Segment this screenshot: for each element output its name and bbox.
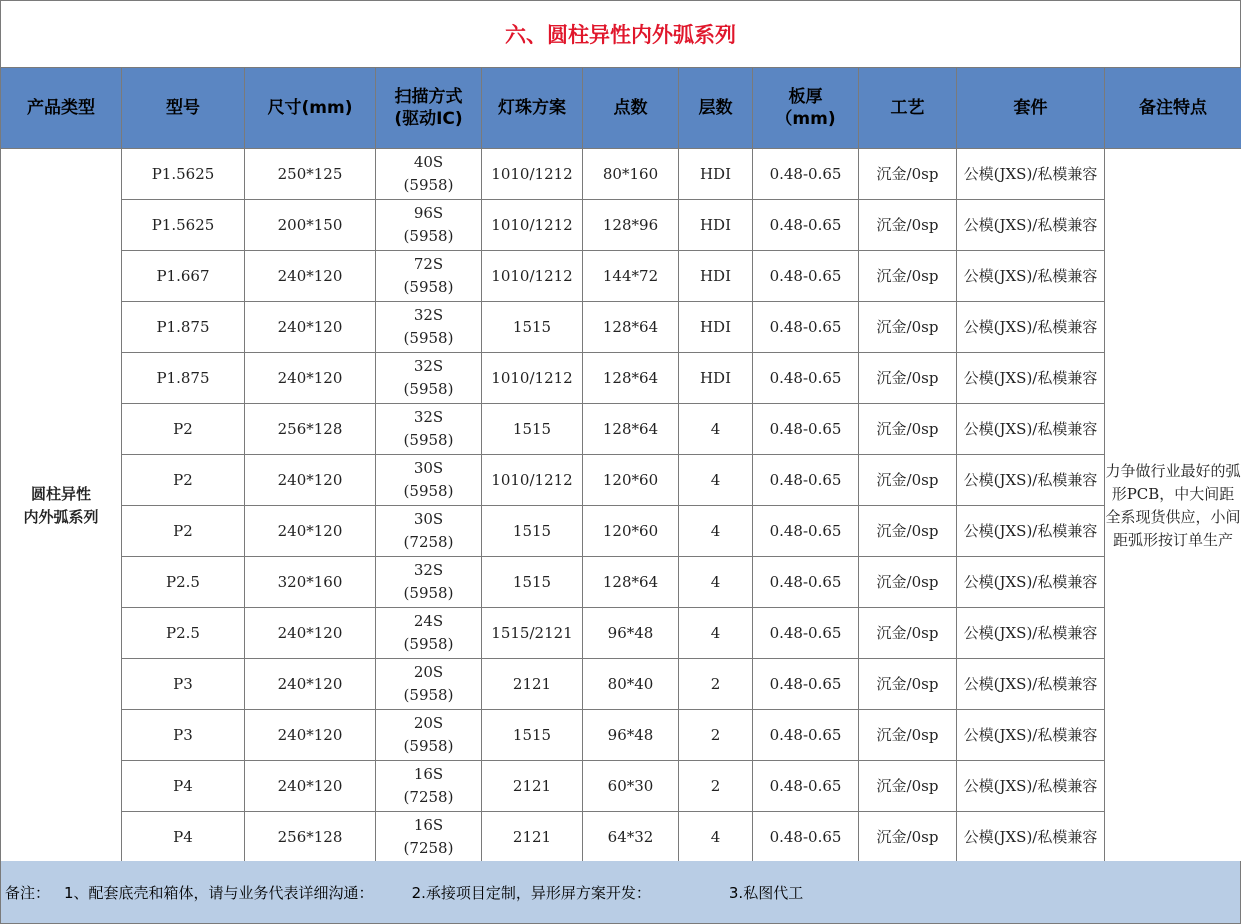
dots-cell: 128*96 — [583, 200, 679, 251]
layers-cell: 4 — [679, 455, 753, 506]
model-cell: P4 — [122, 812, 245, 863]
column-header — [376, 68, 482, 149]
thickness-cell: 0.48-0.65 — [753, 506, 859, 557]
kit-cell: 公模(JXS)/私模兼容 — [957, 557, 1105, 608]
column-header-label: 尺寸(mm) — [267, 98, 353, 118]
driver-ic: (7258) — [403, 839, 454, 857]
size-cell: 240*120 — [245, 761, 376, 812]
dots-cell: 80*160 — [583, 149, 679, 200]
model-cell: P1.667 — [122, 251, 245, 302]
kit-cell: 公模(JXS)/私模兼容 — [957, 455, 1105, 506]
column-header — [1105, 68, 1241, 149]
layers-cell: 4 — [679, 506, 753, 557]
column-header-label: 点数 — [613, 98, 648, 118]
dots-cell: 128*64 — [583, 404, 679, 455]
model-cell: P2 — [122, 506, 245, 557]
thickness-cell: 0.48-0.65 — [753, 149, 859, 200]
thickness-cell: 0.48-0.65 — [753, 557, 859, 608]
dots-cell: 96*48 — [583, 710, 679, 761]
table-row — [1, 353, 1241, 404]
thickness-cell: 0.48-0.65 — [753, 404, 859, 455]
column-header-label: 层数 — [698, 98, 733, 118]
size-cell: 240*120 — [245, 608, 376, 659]
sheet-title: 六、圆柱异性内外弧系列 — [0, 0, 1241, 68]
model-cell: P1.5625 — [122, 200, 245, 251]
craft-cell: 沉金/0sp — [859, 659, 957, 710]
dots-cell: 96*48 — [583, 608, 679, 659]
scan-mode: 72S — [413, 255, 444, 273]
scan-mode: 16S — [413, 765, 444, 783]
remarks-cell: 力争做行业最好的弧形PCB，中大间距全系现货供应，小间距弧形按订单生产 — [1105, 149, 1241, 863]
layers-cell: 2 — [679, 761, 753, 812]
scan-cell — [376, 608, 482, 659]
model-cell: P1.875 — [122, 353, 245, 404]
scan-cell — [376, 200, 482, 251]
column-header — [679, 68, 753, 149]
model-cell: P2 — [122, 404, 245, 455]
column-header-label: 产品类型 — [27, 98, 95, 118]
table-row — [1, 200, 1241, 251]
craft-cell: 沉金/0sp — [859, 608, 957, 659]
table-row — [1, 710, 1241, 761]
dots-cell: 60*30 — [583, 761, 679, 812]
scan-mode: 20S — [413, 663, 444, 681]
scan-cell — [376, 761, 482, 812]
layers-cell: HDI — [679, 353, 753, 404]
led-cell: 1010/1212 — [482, 149, 583, 200]
model-cell: P2.5 — [122, 557, 245, 608]
column-header — [122, 68, 245, 149]
scan-mode: 32S — [413, 357, 444, 375]
driver-ic: (5958) — [403, 329, 454, 347]
size-cell: 256*128 — [245, 812, 376, 863]
craft-cell: 沉金/0sp — [859, 710, 957, 761]
size-cell: 240*120 — [245, 455, 376, 506]
led-cell: 1010/1212 — [482, 353, 583, 404]
size-cell: 240*120 — [245, 710, 376, 761]
thickness-cell: 0.48-0.65 — [753, 302, 859, 353]
model-cell: P2 — [122, 455, 245, 506]
column-header-label: 扫描方式 — [394, 87, 463, 107]
led-cell: 2121 — [482, 812, 583, 863]
layers-cell: HDI — [679, 149, 753, 200]
kit-cell: 公模(JXS)/私模兼容 — [957, 659, 1105, 710]
size-cell: 240*120 — [245, 302, 376, 353]
table-row — [1, 761, 1241, 812]
table-row — [1, 251, 1241, 302]
scan-cell — [376, 353, 482, 404]
led-cell: 1515 — [482, 557, 583, 608]
thickness-cell: 0.48-0.65 — [753, 659, 859, 710]
column-header — [245, 68, 376, 149]
dots-cell: 64*32 — [583, 812, 679, 863]
column-header-sublabel: (驱动IC) — [394, 109, 463, 129]
size-cell: 240*120 — [245, 251, 376, 302]
driver-ic: (7258) — [403, 788, 454, 806]
header-row — [1, 68, 1241, 149]
column-header — [482, 68, 583, 149]
size-cell: 320*160 — [245, 557, 376, 608]
footer-note-1: 1、配套底壳和箱体，请与业务代表详细沟通： — [64, 883, 374, 902]
layers-cell: 4 — [679, 557, 753, 608]
table-row — [1, 302, 1241, 353]
dots-cell: 80*40 — [583, 659, 679, 710]
driver-ic: (5958) — [403, 380, 454, 398]
layers-cell: 4 — [679, 404, 753, 455]
driver-ic: (5958) — [403, 635, 454, 653]
driver-ic: (5958) — [403, 584, 454, 602]
craft-cell: 沉金/0sp — [859, 404, 957, 455]
column-header — [583, 68, 679, 149]
product-category-cell — [1, 149, 122, 863]
craft-cell: 沉金/0sp — [859, 353, 957, 404]
footer-note-2: 2.承接项目定制，异形屏方案开发： — [411, 883, 651, 902]
led-cell: 1515/2121 — [482, 608, 583, 659]
scan-mode: 96S — [413, 204, 444, 222]
thickness-cell: 0.48-0.65 — [753, 455, 859, 506]
dots-cell: 128*64 — [583, 302, 679, 353]
thickness-cell: 0.48-0.65 — [753, 608, 859, 659]
scan-cell — [376, 659, 482, 710]
led-cell: 2121 — [482, 761, 583, 812]
led-cell: 1010/1212 — [482, 455, 583, 506]
scan-mode: 32S — [413, 408, 444, 426]
scan-cell — [376, 557, 482, 608]
scan-mode: 20S — [413, 714, 444, 732]
craft-cell: 沉金/0sp — [859, 251, 957, 302]
footer-notes — [0, 861, 1241, 924]
layers-cell: HDI — [679, 251, 753, 302]
craft-cell: 沉金/0sp — [859, 302, 957, 353]
column-header — [957, 68, 1105, 149]
craft-cell: 沉金/0sp — [859, 149, 957, 200]
craft-cell: 沉金/0sp — [859, 506, 957, 557]
thickness-cell: 0.48-0.65 — [753, 812, 859, 863]
scan-cell — [376, 149, 482, 200]
thickness-cell: 0.48-0.65 — [753, 251, 859, 302]
category-line-1: 圆柱异性 — [30, 484, 91, 503]
scan-mode: 30S — [413, 459, 444, 477]
craft-cell: 沉金/0sp — [859, 812, 957, 863]
column-header — [1, 68, 122, 149]
dots-cell: 120*60 — [583, 455, 679, 506]
column-header-label: 工艺 — [890, 98, 925, 118]
spec-table — [0, 67, 1241, 863]
size-cell: 250*125 — [245, 149, 376, 200]
scan-mode: 32S — [413, 561, 444, 579]
table-body — [1, 149, 1241, 863]
column-header-label: 灯珠方案 — [498, 98, 566, 118]
scan-mode: 30S — [413, 510, 444, 528]
driver-ic: (5958) — [403, 686, 454, 704]
led-cell: 1515 — [482, 404, 583, 455]
driver-ic: (5958) — [403, 227, 454, 245]
kit-cell: 公模(JXS)/私模兼容 — [957, 710, 1105, 761]
table-row — [1, 455, 1241, 506]
scan-mode: 24S — [413, 612, 444, 630]
driver-ic: (7258) — [403, 533, 454, 551]
layers-cell: 4 — [679, 812, 753, 863]
scan-cell — [376, 812, 482, 863]
dots-cell: 128*64 — [583, 557, 679, 608]
led-cell: 1010/1212 — [482, 251, 583, 302]
kit-cell: 公模(JXS)/私模兼容 — [957, 302, 1105, 353]
footer-label: 备注： — [5, 883, 51, 902]
scan-mode: 40S — [413, 153, 444, 171]
led-cell: 1515 — [482, 302, 583, 353]
table-row — [1, 608, 1241, 659]
scan-cell — [376, 710, 482, 761]
column-header-sublabel: （mm) — [775, 109, 836, 129]
scan-cell — [376, 302, 482, 353]
dots-cell: 144*72 — [583, 251, 679, 302]
size-cell: 200*150 — [245, 200, 376, 251]
scan-cell — [376, 506, 482, 557]
driver-ic: (5958) — [403, 176, 454, 194]
driver-ic: (5958) — [403, 278, 454, 296]
scan-cell — [376, 251, 482, 302]
column-header — [859, 68, 957, 149]
kit-cell: 公模(JXS)/私模兼容 — [957, 404, 1105, 455]
dots-cell: 128*64 — [583, 353, 679, 404]
size-cell: 240*120 — [245, 659, 376, 710]
table-row — [1, 149, 1241, 200]
craft-cell: 沉金/0sp — [859, 200, 957, 251]
kit-cell: 公模(JXS)/私模兼容 — [957, 761, 1105, 812]
driver-ic: (5958) — [403, 737, 454, 755]
category-line-2: 内外弧系列 — [23, 507, 99, 526]
column-header — [753, 68, 859, 149]
thickness-cell: 0.48-0.65 — [753, 353, 859, 404]
size-cell: 256*128 — [245, 404, 376, 455]
kit-cell: 公模(JXS)/私模兼容 — [957, 251, 1105, 302]
driver-ic: (5958) — [403, 431, 454, 449]
size-cell: 240*120 — [245, 353, 376, 404]
scan-cell — [376, 455, 482, 506]
thickness-cell: 0.48-0.65 — [753, 761, 859, 812]
craft-cell: 沉金/0sp — [859, 557, 957, 608]
craft-cell: 沉金/0sp — [859, 761, 957, 812]
layers-cell: HDI — [679, 200, 753, 251]
kit-cell: 公模(JXS)/私模兼容 — [957, 353, 1105, 404]
kit-cell: 公模(JXS)/私模兼容 — [957, 608, 1105, 659]
kit-cell: 公模(JXS)/私模兼容 — [957, 200, 1105, 251]
kit-cell: 公模(JXS)/私模兼容 — [957, 812, 1105, 863]
thickness-cell: 0.48-0.65 — [753, 710, 859, 761]
model-cell: P2.5 — [122, 608, 245, 659]
scan-mode: 32S — [413, 306, 444, 324]
dots-cell: 120*60 — [583, 506, 679, 557]
layers-cell: HDI — [679, 302, 753, 353]
footer-note-3: 3.私图代工 — [728, 883, 804, 902]
model-cell: P1.5625 — [122, 149, 245, 200]
craft-cell: 沉金/0sp — [859, 455, 957, 506]
kit-cell: 公模(JXS)/私模兼容 — [957, 149, 1105, 200]
driver-ic: (5958) — [403, 482, 454, 500]
table-row — [1, 506, 1241, 557]
layers-cell: 4 — [679, 608, 753, 659]
table-row — [1, 404, 1241, 455]
model-cell: P4 — [122, 761, 245, 812]
led-cell: 1010/1212 — [482, 200, 583, 251]
led-cell: 2121 — [482, 659, 583, 710]
column-header-label: 备注特点 — [1139, 98, 1207, 118]
table-row — [1, 557, 1241, 608]
layers-cell: 2 — [679, 710, 753, 761]
thickness-cell: 0.48-0.65 — [753, 200, 859, 251]
table-row — [1, 659, 1241, 710]
scan-mode: 16S — [413, 816, 444, 834]
scan-cell — [376, 404, 482, 455]
layers-cell: 2 — [679, 659, 753, 710]
column-header-label: 套件 — [1013, 98, 1048, 118]
column-header-label: 型号 — [166, 98, 200, 118]
column-header-label: 板厚 — [788, 87, 823, 107]
model-cell: P1.875 — [122, 302, 245, 353]
led-cell: 1515 — [482, 506, 583, 557]
table-row — [1, 812, 1241, 863]
led-cell: 1515 — [482, 710, 583, 761]
kit-cell: 公模(JXS)/私模兼容 — [957, 506, 1105, 557]
size-cell: 240*120 — [245, 506, 376, 557]
model-cell: P3 — [122, 659, 245, 710]
model-cell: P3 — [122, 710, 245, 761]
